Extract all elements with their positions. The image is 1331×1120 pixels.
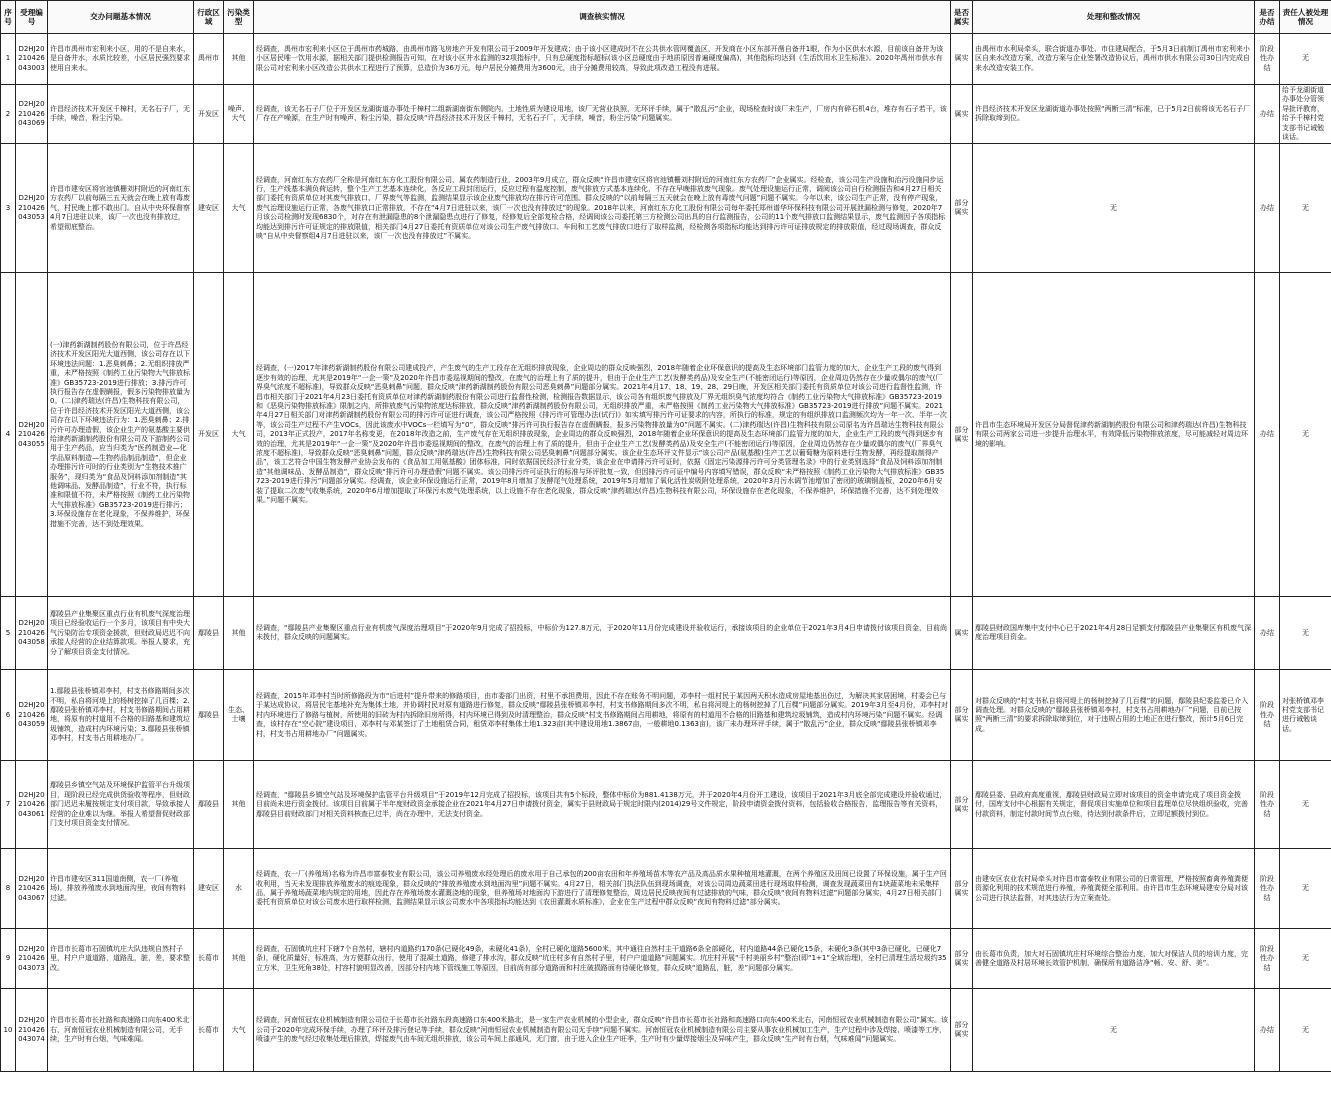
cell-pollution: 水 xyxy=(224,849,254,929)
cell-verified: 属实 xyxy=(951,597,973,670)
cell-region: 长葛市 xyxy=(194,929,224,989)
cell-seq: 7 xyxy=(1,761,16,849)
cell-region: 禹州市 xyxy=(194,34,224,85)
cell-seq: 1 xyxy=(1,34,16,85)
cell-id: D2HJ20210426043061 xyxy=(16,761,48,849)
cell-verified: 部分属实 xyxy=(951,670,973,761)
cell-closed: 办结 xyxy=(1255,989,1280,1072)
cell-problem: 许昌经济技术开发区千樟村，无名石子厂，无手续，噪音，粉尘污染。 xyxy=(48,85,194,144)
cell-region: 鄢陵县 xyxy=(194,597,224,670)
cell-problem: 1.鄢陵县张桥镇邓李村，村支书修路期间多次不明，私自将河堤上的杨树挖掉了几百棵；2.鄢陵县张桥镇邓李村，村支书修路期间占用耕地，将原有的村道用不合格的旧路基和建筑垃圾铺筑，造成村内环境污染；3.鄢陵县张桥镇邓李村，村支书占用耕地办厂。 xyxy=(48,670,194,761)
cell-accountability: 给予龙湖街道办事处分管领导批评教育，给予千樟村党支部书记诫勉谈话。 xyxy=(1280,85,1331,144)
cell-pollution: 其他 xyxy=(224,761,254,849)
table-row xyxy=(1,761,1331,849)
cell-seq: 6 xyxy=(1,670,16,761)
table-row xyxy=(1,144,1331,273)
cell-verified: 部分属实 xyxy=(951,144,973,273)
cell-problem: 许昌市长葛市石固镇坑庄大队违规自然村子里，村户户道道路，道路乱，脏，差，要求整改。 xyxy=(48,929,194,989)
cell-accountability: 对张桥镇邓李村党支部书记进行诫勉谈话。 xyxy=(1280,670,1331,761)
header-investigation: 调查核实情况 xyxy=(254,1,951,34)
table-row xyxy=(1,34,1331,85)
cell-seq: 8 xyxy=(1,849,16,929)
cell-closed: 办结 xyxy=(1255,144,1280,273)
cell-region: 建安区 xyxy=(194,144,224,273)
cell-verified: 属实 xyxy=(951,34,973,85)
cell-handling: 无 xyxy=(973,989,1255,1072)
cell-pollution: 噪声、大气 xyxy=(224,85,254,144)
cell-pollution: 大气 xyxy=(224,144,254,273)
cell-seq: 5 xyxy=(1,597,16,670)
cell-id: D2HJ20210426043059 xyxy=(16,670,48,761)
cell-handling: 许昌市生态环境局开发区分局督促津药新湖制药股份有限公司和津药瑞达(许昌)生物科技有限公司两家公司进一步提升治理水平，有效降低污染物排放浓度，尽可能减轻对周边环境的影响。 xyxy=(973,273,1255,597)
cell-investigation: 经调查，河南恒冠农业机械制造有限公司位于长葛市长社路东段高速路口东400米路北，是一家生产农业机械的小型企业，群众反映“许昌市长葛市长社路和高速路口向东400米北右，河南恒冠农业机械制造有限公司”属实。该公司于2020年完成环保手续，办理了环评及排污登记等手续，群众反映“河南恒冠农业机械制造有限公司无手续”问题不属实。河南恒冠农业机械制造有限公司主要从事农业机械加工生产，生产过程中涉及焊接、喷漆等工序，喷漆产生的废气经过收集处理后排放，焊接废气由车间无组织排放，该公司车间上部通风，无门窗，由于进入企业生产旺季，生产时有少量焊接烟尘及异味产生，群众反映“生产时有台烟，气味难闻”问题属实。 xyxy=(254,989,951,1072)
cell-region: 开发区 xyxy=(194,273,224,597)
cell-accountability: 无 xyxy=(1280,929,1331,989)
cell-accountability: 无 xyxy=(1280,761,1331,849)
cell-problem: 许昌市禹州市宏利来小区，用的不是自来水，是自备井水，水质比较差，小区居民强烈要求使用自来水。 xyxy=(48,34,194,85)
cell-closed: 办结 xyxy=(1255,273,1280,597)
cell-accountability: 无 xyxy=(1280,144,1331,273)
table-row xyxy=(1,597,1331,670)
header-handling: 处理和整改情况 xyxy=(973,1,1255,34)
cell-problem: 鄢陵县产业集聚区重点行业有机废气深度治理项目已经验收运行一个多月，该项目有中央大气污染防治专项资金援款，但财政局迟迟不向承接人经营的企业结算款项。举报人要求，充分了解项目资金支付情况。 xyxy=(48,597,194,670)
header-closed: 是否办结 xyxy=(1255,1,1280,34)
cell-problem: 鄢陵县乡镇空气站及环境保护监管平台升级项目，现阶段已经完成供货验收等程序，但财政部门迟迟未履按规定支付项目款，导致承接人经营的企业难以为继。举报人希望督促财政部门支付项目资金支付情况。 xyxy=(48,761,194,849)
table-row xyxy=(1,273,1331,597)
cell-verified: 部分属实 xyxy=(951,761,973,849)
cell-accountability: 无 xyxy=(1280,273,1331,597)
cell-id: D2HJ20210426043069 xyxy=(16,85,48,144)
cell-id: D2HJ20210426043067 xyxy=(16,849,48,929)
cell-accountability: 无 xyxy=(1280,597,1331,670)
cell-pollution: 大气 xyxy=(224,989,254,1072)
cell-id: D2HJ20210426043058 xyxy=(16,597,48,670)
cell-verified: 属实 xyxy=(951,85,973,144)
table-row xyxy=(1,929,1331,989)
cell-closed: 阶段性办结 xyxy=(1255,670,1280,761)
cell-seq: 4 xyxy=(1,273,16,597)
header-accountability: 责任人被处理情况 xyxy=(1280,1,1331,34)
cell-closed: 办结 xyxy=(1255,597,1280,670)
cell-seq: 9 xyxy=(1,929,16,989)
cell-closed: 阶段性办结 xyxy=(1255,849,1280,929)
cell-closed: 阶段性办结 xyxy=(1255,929,1280,989)
cell-investigation: 经调查，2015年邓李村当时所修路段为市“后进村”提升带来的修路项目，由市委部门出资，村里不承担费用，因此不存在账务不明问题，邓李村一组村民于某因两天积水造成房屋地基出伤过，为解决其家居困境，村委会已与于某达成协议，将居民宅基地补充为集体土地，并协调村民对原有道路进行修复，群众反映“鄢陵县张桥镇邓李村，村支书修路期间多次不明，私自将河堤上的杨树挖掉了几百棵”问题部分属实。2019年3月至4月份，邓李村对村内环境进行了修路与植树，所使用的旧砖为村内拆除旧房所得，村内环境已得到及时清理整治，群众反映“村支书修路期间占用耕地，将原有的村道用不合格的旧路基和建筑垃圾铺筑，造成村内环境污染”问题不属实。经调查，该村存在“空心院”建设项目，邓李村与邓某签订了土地租赁合同，租赁邓李村集体土地1.323亩(其中建设用地1.3867亩，一般耕地0.1363亩)，该厂未办理环评手续，属于“散乱污”企业，群众反映“鄢陵县张桥镇邓李村，村支书占用耕地办厂”问题属实。 xyxy=(254,670,951,761)
cell-handling: 无 xyxy=(973,144,1255,273)
cell-accountability: 无 xyxy=(1280,34,1331,85)
header-seq: 序号 xyxy=(1,1,16,34)
cell-closed: 办结 xyxy=(1255,85,1280,144)
cell-investigation: 经调查，禹州市宏利来小区位于禹州市药城路，由禹州市路飞房地产开发有限公司于2009年开发建成；由于该小区建成时不在公共供水管网覆盖区，开发商在小区东部开凿自备井1眼，作为小区供水水源，目前该自备井为该小区居民唯一饮用水源，据相关部门提供检测报告可知，在对该小区井水监测的32项指标中，只有总硬度指标超标(该小区总硬度由于地质原因普遍硬度偏高)，其他指标均达到《生活饮用水卫生标准》。2020年禹州市供水有限公司对宏利来小区改造公共供水工程进行了预算，总造价为36万元，每户居民分摊费用为3600元，由于分摊费用较高，导致此项改造工程没有进展。 xyxy=(254,34,951,85)
cell-verified: 部分属实 xyxy=(951,929,973,989)
cell-handling: 由长葛市负责，加大对石固镇坑庄村环境综合整治力度，加大对保洁人员的培训力度，完善健全道路及村居环境长效管护机制，确保所有道路洁净“畅、安、舒、美”。 xyxy=(973,929,1255,989)
cell-pollution: 大气 xyxy=(224,273,254,597)
cell-verified: 部分属实 xyxy=(951,989,973,1072)
cell-handling: 对群众反映的“村支书私自将河堤上的杨树挖掉了几百棵”的问题，鄢陵县纪委监委已介入调查处理。对群众反映的“鄢陵县张桥镇邓李村，村支书占用耕地办厂”问题，目前已按照“两断三清”的要求拆除取缔到位，对于违规占用的土地正在进行整改，预计5月6日完成。 xyxy=(973,670,1255,761)
cell-region: 鄢陵县 xyxy=(194,670,224,761)
cell-closed: 阶段性办结 xyxy=(1255,761,1280,849)
cell-handling: 由禹州市水利局牵头，联合街道办事处、市住建局配合，于5月3日前制订禹州市宏利来小区自来水改造方案，改造方案与企业签署改造协议后，禹州市供水有限公司30日内完成自来水改造安装工作。 xyxy=(973,34,1255,85)
cell-region: 长葛市 xyxy=(194,989,224,1072)
table-row xyxy=(1,85,1331,144)
cell-investigation: 经调查，石固镇坑庄村下辖7个自然村，辖村内道路约170条(已硬化49条，未硬化41条)，全村已硬化道路5600米，其中通往自然村主干道路6条全部硬化，村内道路44条已硬化15条，未硬化3条(其中3条已硬化，已硬化7条)，硬化质量好，标准高，为方便群众出行，使用了混凝土道路，修建了排水沟，群众反映“坑庄村多有自然村子里，村户户道道路”问题属实。坑庄村开展“千村美丽乡村”整治(即“1+1”全域治理)，全村已清理生活垃圾约35立方米，卫生死角38处，村容村貌明显改善，因部分村内地下管线施工等原因，目前尚有部分道路面和村庄破损路面有待硬化修复，群众反映“道路乱，脏，差”问题部分属实。 xyxy=(254,929,951,989)
cell-problem: 许昌市长葛市长社路和高速路口向东400米北右，河南恒冠农业机械制造有限公司，无手续，生产时有台烟，气味难闻。 xyxy=(48,989,194,1072)
cell-accountability: 无 xyxy=(1280,989,1331,1072)
cell-id: D2HJ20210426043053 xyxy=(16,144,48,273)
cell-investigation: 经调查，(一)2017年津药新湖制药股份有限公司建成投产，产生废气的生产工段存在无组织排放现象，企业周边的群众反映强烈，2018年随着企业环保意识的提高及生态环境部门监管力度的加大，企业生产工段的废气得到逐步有效的治理，尤其是2019年“一企一策”及2020年许昌市委巡视期间的整改，在废气的治理上有了质的提升，但由于企业生产工艺(发酵类药品)及安全生产(不能密闭运行)等原因，企业周边仍然存在少量或偶尔的废气(厂界臭气浓度不超标准)，导致群众反映“恶臭刺鼻”问题，群众反映“津药新湖制药股份有限公司恶臭刺鼻”问题部分属实。2021年4月17、18、19、28、29日晚，开发区相关部门委托有资质单位对该公司进行监督性监测，许昌市相关部门于2021年4月23日委托有资质单位对津药新湖制药股份有限公司进行监督性检测，检测报告数据显示，该公司各有组织废气排放及厂界无组织臭气浓度均符合《制药工业污染物大气排放标准》GB35723-2019和《恶臭污染物排放标准》限制之内，所排放废气污染物浓度达标排放，群众反映“津药新湖制药股份有限公司，无组织排放严重，未严格按照《制药工业污染物大气排放标准》GB35723-2019进行排放”问题不属实。2021年4月27日相关部门对津药新湖制药股份有限公司的排污许可证进行调查，该公司严格按照《排污许可管理办法(试行)》如实填写排污许可证要求的内容，所执行的标准，规定的有组织排放口监测频次均为一年一次、半年一次等，该公司生产过程不产生VOCs，因此该废水中VOCs一栏填写为“0”，群众反映“排污许可执行报告存在虚假瞒报，报多污染物排放量为0”问题不属实。(二)津药瑞达(许昌)生物科技有限公司原名为许昌瑞达生物科技有限公司，2013年正式投产，2017年名称变更，在2018年改造之前，生产废气存在无组织排放现象，企业周边的群众反映强烈，2018年随着企业环保意识的提高及生态环境部门监管力度的加大，企业生产工段的废气得到逐步有效的治理，尤其是2019年“一企一策”及2020年许昌市委巡视期间的整改，在废气的治理上有了质的提升，但由于企业生产工艺(发酵类药品)及安全生产(不能密闭运行)等原因，企业周边仍然存在少量或偶尔的废气(厂界臭气浓度不超标准)，导致群众反映“恶臭刺鼻”问题，群众反映“津药瑞达(许昌)生物科技有限公司恶臭刺鼻”问题部分属实。该企业生态环评文件显示“该公司产品(氨基酸)生产工艺以葡萄糖为原料进行生物发酵，再经提取制得产品”，该工艺符合中国生物发酵产业协会发布的《食品加工用氨基酸》团体标准，同时依据国民经济行业分类，该企业在申请排污许可证时，依据《固定污染源排污许可分类管理名录》中的行业类别选择“食品及饲料添加剂制造”其他调味品、发酵品制造”，群众反映“排污许可办理造假”问题不属实。该公司排污许可证执行的标准与环评批复一致，但因排污许可证中编号内容填写错误，群众反映“未严格按照《制药工业污染物大气排放标准》GB35723-2019进行排污”问题部分属实。经调查，该企业环保设施运行正常，2019年8月增加了发酵尾气处理系统，2019年5月增加了氧化活性炭吸附处理系统，2020年3月污水调节池增加了密闭的玻璃钢盖板，2020年6月安装了提取二次废气收集系统，2020年6月增加提取了环保污水废气处理系统，以上设施不存在老化现象，群众反映“津药瑞达(许昌)生物科技有限公司，环保设施存在老化现象，不保养维护，环保措施不完善，达不到处理效果。”问题不属实。 xyxy=(254,273,951,597)
cell-pollution: 其他 xyxy=(224,597,254,670)
cell-handling: 由建安区农业农村局牵头对许昌市富泰牧业有限公司的日常管理，严格按照畜禽养殖粪便资源化利用的技术规范进行养殖，养殖粪便全部利用。由许昌市生态环境局建安分局对该公司进行执法监督，对其违法行为立案查处。 xyxy=(973,849,1255,929)
header-verified: 是否属实 xyxy=(951,1,973,34)
cell-region: 建安区 xyxy=(194,849,224,929)
cell-seq: 3 xyxy=(1,144,16,273)
cell-investigation: 经调查，农一厂(养殖场)名称为许昌市富泰牧业有限公司，该公司养殖废水经处理后的废水用于自己承包的200亩农田和年养殖场苗木等农产品及高品质水果种植用地灌溉，在两个养殖区及田间已设置了环保设施，属于生产回收利用，当天未发现排放养殖废水的痕迹现象，群众反映的“排放养殖废水到地面沟里”问题不属实。4月27日，相关部门执法队伍到现场调查，对该公司周边蔬菜田进行现场取样检测，调查发现蔬菜田有1块蔬菜地未采集样品，属于养殖场蔬菜地内规定的用地，因此存在养殖场废水灌溉浇地的现象，但养殖场对地面沟下游进行了清理修复整治，周边居民反映夜间有过滤排放的气味，群众反映“夜间有物料过滤”问题部分属实，4月27日相关部门委托有资质单位对该公司废水进行取样检测，监测结果显示该公司废水中各项指标均能达到《农田灌溉水质标准》，企业在生产过程中群众反映“夜间有物料过滤”部分属实。 xyxy=(254,849,951,929)
cell-accountability: 无 xyxy=(1280,849,1331,929)
cell-handling: 许昌经济技术开发区龙湖街道办事处按照“两断三清”标准，已于5月2日前将该无名石子厂拆除取缔到位。 xyxy=(973,85,1255,144)
cell-investigation: 经调查，该无名石子厂位于开发区龙湖街道办事处千樟村二组新湖南街东侧院内，土地性质为建设用地，该厂无营业执照，无环评手续，属于“散乱污”企业，现场检查时该厂未生产，厂房内有碎石机4台，堆存有石子若干，该厂存在产噪源，在生产时有噪声、粉尘污染，群众反映“许昌经济技术开发区千樟村，无名石子厂，无手续，噪音，粉尘污染”问题属实。 xyxy=(254,85,951,144)
cell-investigation: 经调查，“鄢陵县产业集聚区重点行业有机废气深度治理项目”于2020年9月完成了招投标，中标价为127.8万元，于2020年11月份完成建设并验收运行，承接该项目的企业单位于2021年3月4日申请拨付该项目资金，目前尚未拨付，群众反映的问题属实。 xyxy=(254,597,951,670)
cell-verified: 部分属实 xyxy=(951,273,973,597)
cell-investigation: 经调查，河南红东方农药厂全称是河南红东方化工股份有限公司，属农药制造行业，2003年9月成立，群众反映“许昌市建安区将官池镇栅刘村附近的河南红东方农药厂”企业属实。经检查，该公司生产设施和治污设施同步运行，生产线基本满负荷运转，整个生产工艺基本连续化，各反应工段封闭运行，反应过程有温度控制，废气排放方式基本连续化，不存在早晚排放废气现象。废气处理设施运行正常，调阅该公司自行检测报告和4月27日相关部门委托有资质单位对其废气排放口、厂界废气等监测，监测结果显示该企业废气排放均在排污许可范围。群众反映的“以前每隔三五天就会在晚上放有毒废气问题”问题不属实。今年以来，该公司生产正常，没有停产现象，废气治理设施运行正常，各废气排放口正常排放，不存在“4月7日进驻以来，该厂一次也没有排放过”的现象。2018年以来，河南红东方化工股份有限公司每年委托郑州谱华环保科技有限公司开展泄漏检测与修复，2020年7月该公司检测时发现6830个，对存在有泄漏隐患的8个泄漏隐患点进行了修复，经修复后全部复检合格，经调阅该公司委托第三方检测公司出具的自行监测报告，公司的11个废气排放口监测结果显示，废气监测因子各项指标均能达到排污许可证规定的排放限值，相关部门4月27日委托有资质单位对该公司生产废气排放口、车间和工艺废气排放口进行了取样监测，经检测各项指标均能达到排污许可证排放规定的排放限值，经过现场调查，群众反映“自从中央督察组4月7日进驻以来，该厂一次也没有排放过”不属实。 xyxy=(254,144,951,273)
cell-pollution: 其他 xyxy=(224,929,254,989)
header-region: 行政区域 xyxy=(194,1,224,34)
cell-problem: (一)津药新湖制药股份有限公司，位于许昌经济技术开发区阳光大道西侧，该公司存在以下环境违法问题：1.恶臭刺鼻；2.无组织排放严重，未严格按照《制药工业污染物大气排放标准》GB35723-2019进行排放；3.排污许可执行报告存在虚假瞒报，假多污染物排放量为0。(二)津药瑞达(许昌)生物科技有限公司，位于许昌经济技术开发区阳光大道西侧，该公司存在以下环境违法行为：1.恶臭刺鼻；2.排污许可办理造假，该企业生产的氨基酸主要供给津药新湖制药股份有限公司及下游制药公司用于生产药品，应当归类为“医药制造业—化学品原料制造—生物药品制品制造”，但企业办理排污许可时的行业类别为“生物技术推广服务”，现归类为“食品及饲料添加剂制造”其他调味品、发酵品制造”，行业不符，执行标准和限值不符，未严格按照《制药工业污染物大气排放标准》GB35723-2019进行排污；3.环保设施存在老化现象，不保养维护，环保措施不完善，达不到处理效果。 xyxy=(48,273,194,597)
header-id: 受理编号 xyxy=(16,1,48,34)
cell-seq: 2 xyxy=(1,85,16,144)
table-row xyxy=(1,989,1331,1072)
cell-pollution: 生态、土壤 xyxy=(224,670,254,761)
cell-pollution: 其他 xyxy=(224,34,254,85)
cell-seq: 10 xyxy=(1,989,16,1072)
table-row xyxy=(1,670,1331,761)
header-row xyxy=(1,1,1331,34)
cell-verified: 部分属实 xyxy=(951,849,973,929)
cell-problem: 许昌市建安区311国道南侧，农一厂(养殖场)，排放养殖废水到地面沟里，夜间有物料过滤。 xyxy=(48,849,194,929)
table-row xyxy=(1,849,1331,929)
cell-investigation: 经调查，“鄢陵县乡镇空气站及环境保护监管平台升级项目”于2019年12月完成了招投标，该项目共有5个标段，整体中标价为881.4138万元，并于2020年4月份开工建设，该项目于2021年3月底全部完成建设并验收通过，目前尚未进行资金拨付。该项目目前属于半年度财政资金承接企业在2021年4月27日申请拨付资金，属实于县财政局于规定时限内(2014)29号文件规定，阶段申请资金拨付资料，包括验收合格报告，监理报告等有关资料，鄢陵县目前财政部门对相关资料核查已过半，尚在办理中，无法支付资金。 xyxy=(254,761,951,849)
cell-handling: 鄢陵县委、县政府高度重视，鄢陵县财政局立即对该项目的资金申请完成了项目资金拨付，国库支付中心根据有关规定，督促项目实施单位和项目监理单位尽快组织验收，完善付款资料，制定付款时间节点台账，待达到付款条件后，立即足额拨付到位。 xyxy=(973,761,1255,849)
cell-id: D2HJ20210426043074 xyxy=(16,989,48,1072)
cell-handling: 鄢陵县财政国库集中支付中心已于2021年4月28日足额支付鄢陵县产业集聚区有机废气深度治理项目资金。 xyxy=(973,597,1255,670)
cell-id: D2HJ20210426043003 xyxy=(16,34,48,85)
header-pollution: 污染类型 xyxy=(224,1,254,34)
cell-region: 鄢陵县 xyxy=(194,761,224,849)
cell-id: D2HJ20210426043055 xyxy=(16,273,48,597)
cell-id: D2HJ20210426043073 xyxy=(16,929,48,989)
header-problem: 交办问题基本情况 xyxy=(48,1,194,34)
cell-problem: 许昌市建安区将官池镇栅刘村附近的河南红东方农药厂以前每隔三五天就会在晚上放有毒废气，村民晚上都不敢出门。自从中央环保督察4月7日进驻以来，该厂一次也没有排放过，希望彻底整治。 xyxy=(48,144,194,273)
cell-closed: 阶段性办结 xyxy=(1255,34,1280,85)
cell-region: 开发区 xyxy=(194,85,224,144)
